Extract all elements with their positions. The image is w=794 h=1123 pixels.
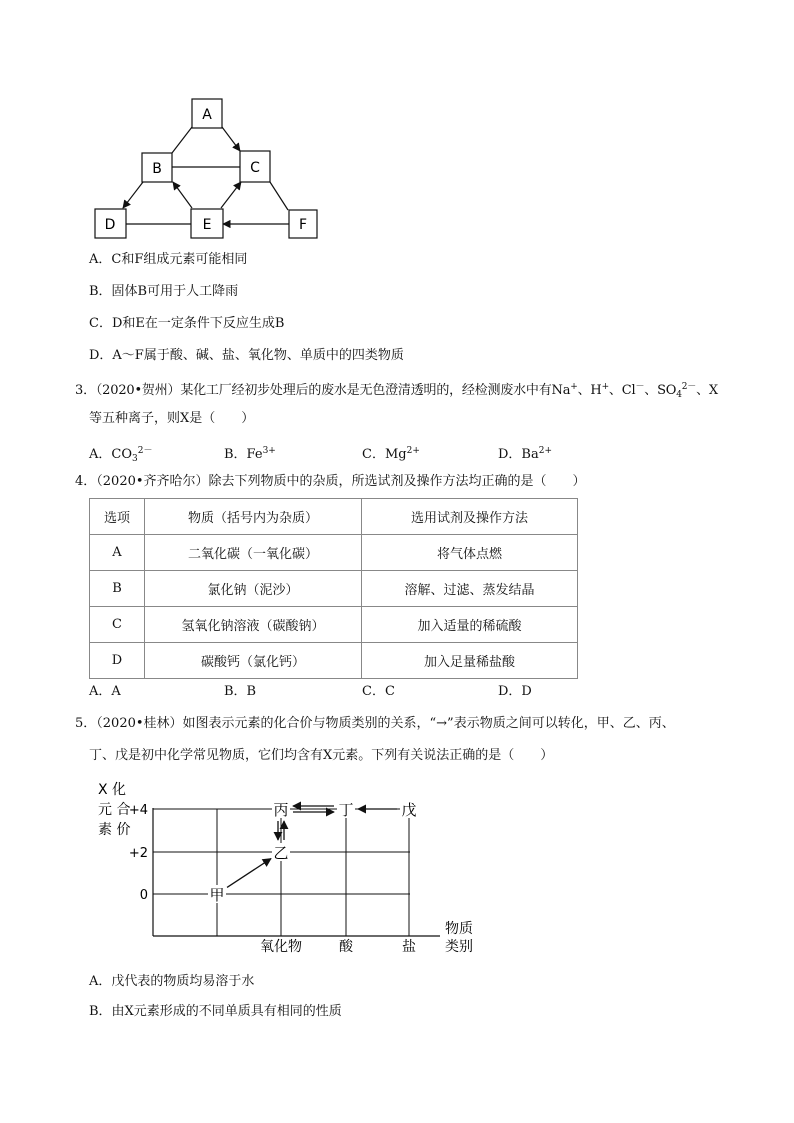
edge-a-b: [172, 127, 192, 153]
ion-so4: $SO_4^{2-}$: [657, 382, 697, 400]
ion-h: H+: [590, 382, 609, 398]
y-axis-label-line1: X 化: [98, 782, 127, 798]
x-axis-label-line1: 物质: [445, 921, 473, 937]
valence-chart: [0, 770, 794, 970]
y-ticks: [129, 803, 148, 903]
ion-cl: Cl－: [621, 382, 645, 398]
q2-option-c: C．D和E在一定条件下反应生成B: [89, 316, 285, 331]
table-header-cell: 选项: [90, 499, 145, 535]
q3-option-c: C．$Mg^{2+}$: [362, 446, 420, 462]
q3-stem-suffix: 、X: [696, 383, 718, 398]
y-tick-label: +2: [128, 846, 148, 861]
table-cell: A: [90, 535, 145, 571]
q5-option-b: B．由X元素形成的不同单质具有相同的性质: [89, 1004, 342, 1019]
q2-option-d: D．A～F属于酸、碱、盐、氧化物、单质中的四类物质: [89, 348, 404, 363]
q3-stem-text: 3．（2020•贺州）某化工厂经初步处理后的废水是无色澄清透明的，经检测废水中有: [75, 383, 552, 398]
svg-text:A: A: [202, 107, 212, 123]
table-cell: 碳酸钙（氯化钙）: [145, 643, 362, 679]
node-a: [192, 99, 222, 128]
node-f: [289, 210, 317, 238]
x-tick-label: 盐: [402, 939, 416, 955]
svg-text:E: E: [202, 217, 212, 233]
table-cell: 氯化钠（泥沙）: [145, 571, 362, 607]
point-label: 戊: [401, 801, 417, 819]
conversion-arrow: [227, 859, 271, 888]
q4-option-c: C．C: [362, 684, 395, 699]
y-tick-label: +4: [128, 803, 148, 818]
edge-e-c: [221, 182, 241, 208]
q3-option-a: A．$CO_3^{2-}$: [89, 446, 153, 464]
svg-text:B: B: [152, 161, 162, 177]
svg-text:D: D: [104, 217, 116, 233]
table-cell: 加入足量稀盐酸: [362, 643, 578, 679]
ion-na: Na+: [551, 382, 578, 398]
table-row: [90, 607, 578, 643]
grid-lines: [153, 809, 410, 936]
q5-stem-line2: 丁、戊是初中化学常见物质，它们均含有X元素。下列有关说法正确的是（ ）: [89, 748, 554, 763]
q3-stem-line1: 3．（2020•贺州）某化工厂经初步处理后的废水是无色澄清透明的，经检测废水中有Na+、H+、Cl－、$SO_4^{2-}$、X: [75, 382, 718, 400]
table-row: [90, 535, 578, 571]
table-cell: 溶解、过滤、蒸发结晶: [362, 571, 578, 607]
edge-e-b: [173, 182, 192, 208]
edge-a-c: [222, 127, 240, 151]
table-cell: D: [90, 643, 145, 679]
table-header-cell: 选用试剂及操作方法: [362, 499, 578, 535]
table-row: [90, 643, 578, 679]
point-label: 乙: [273, 844, 289, 862]
table-cell: B: [90, 571, 145, 607]
edge-b-d: [123, 182, 143, 208]
q4-table: [89, 498, 578, 679]
conversion-arrows: [227, 806, 397, 887]
q2-option-b: B．固体B可用于人工降雨: [89, 284, 239, 299]
q3-option-b: B．$Fe^{3+}$: [224, 446, 276, 462]
point-label: 甲: [209, 886, 225, 904]
table-header-cell: 物质（括号内为杂质）: [145, 499, 362, 535]
x-ticks: [260, 938, 416, 955]
y-axis-label-line3: 素 价: [98, 822, 131, 838]
svg-text:C: C: [250, 160, 260, 176]
q4-option-a: A．A: [89, 684, 121, 699]
x-tick-label: 氧化物: [260, 939, 302, 955]
node-e: [191, 209, 223, 238]
node-d: [95, 209, 126, 238]
q4-option-d: D．D: [498, 684, 532, 699]
q3-option-d: D．$Ba^{2+}$: [498, 446, 553, 462]
table-cell: 二氧化碳（一氧化碳）: [145, 535, 362, 571]
table-cell: 将气体点燃: [362, 535, 578, 571]
node-c: [240, 151, 270, 182]
table-header-row: [90, 499, 578, 535]
y-tick-label: 0: [139, 888, 148, 903]
q5-option-a: A．戊代表的物质均易溶于水: [89, 974, 255, 989]
q4-stem: 4．（2020•齐齐哈尔）除去下列物质中的杂质，所选试剂及操作方法均正确的是（ ）: [75, 474, 586, 489]
q3-stem-line2: 等五种离子，则X是（ ）: [89, 411, 255, 426]
table-cell: 氢氧化钠溶液（碳酸钠）: [145, 607, 362, 643]
point-label: 丁: [338, 801, 354, 819]
edge-f-c: [270, 182, 288, 210]
q5-stem-line1: 5．（2020•桂林）如图表示元素的化合价与物质类别的关系，“→”表示物质之间可以转化，甲、乙、丙、: [75, 716, 675, 731]
table-cell: 加入适量的稀硫酸: [362, 607, 578, 643]
relation-diagram: [0, 0, 794, 250]
table-cell: C: [90, 607, 145, 643]
x-tick-label: 酸: [339, 939, 353, 955]
svg-text:F: F: [298, 217, 308, 233]
y-axis-label-line2: 元 合: [98, 802, 131, 818]
point-label: 丙: [273, 801, 289, 819]
table-row: [90, 571, 578, 607]
q2-option-a: A．C和F组成元素可能相同: [89, 252, 248, 267]
q4-option-b: B．B: [224, 684, 257, 699]
x-axis-label-line2: 类别: [445, 939, 473, 955]
node-b: [142, 153, 172, 182]
